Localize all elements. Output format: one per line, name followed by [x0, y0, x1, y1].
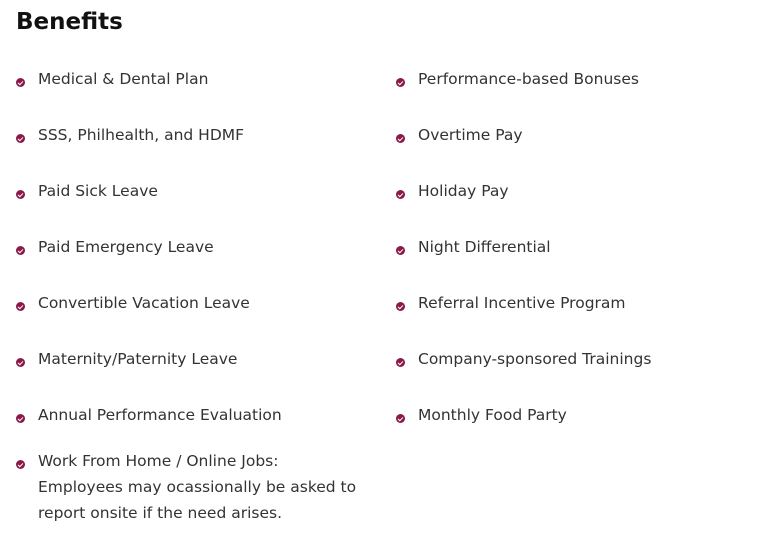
benefit-label: Monthly Food Party — [418, 406, 567, 424]
benefit-label: Paid Emergency Leave — [38, 238, 214, 256]
check-circle-icon — [396, 302, 405, 311]
check-circle-icon — [16, 414, 25, 423]
check-circle-icon — [16, 358, 25, 367]
benefit-label: Convertible Vacation Leave — [38, 294, 250, 312]
benefit-label: Maternity/Paternity Leave — [38, 350, 238, 368]
benefit-item — [16, 454, 386, 526]
benefit-label: Holiday Pay — [418, 182, 509, 200]
check-circle-icon — [396, 246, 405, 255]
benefit-item — [396, 72, 756, 92]
check-circle-icon — [396, 134, 405, 143]
benefits-heading: Benefits — [16, 9, 123, 35]
check-circle-icon — [396, 190, 405, 199]
check-circle-icon — [16, 246, 25, 255]
benefit-label: Performance-based Bonuses — [418, 70, 639, 88]
benefit-label: Annual Performance Evaluation — [38, 406, 282, 424]
benefit-item — [16, 184, 386, 204]
benefit-label: Work From Home / Online Jobs: Employees may ocassionally be asked to report onsite if the need arises. — [38, 452, 357, 522]
check-circle-icon — [16, 460, 25, 469]
check-circle-icon — [396, 414, 405, 423]
benefit-item — [16, 72, 386, 92]
benefit-item — [396, 352, 756, 372]
benefit-item — [396, 184, 756, 204]
benefit-label: Night Differential — [418, 238, 551, 256]
benefit-item — [16, 128, 386, 148]
benefit-item — [16, 240, 386, 260]
benefit-item — [396, 128, 756, 148]
check-circle-icon — [16, 302, 25, 311]
check-circle-icon — [396, 358, 405, 367]
check-circle-icon — [16, 134, 25, 143]
benefit-label: SSS, Philhealth, and HDMF — [38, 126, 245, 144]
benefit-label: Company-sponsored Trainings — [418, 350, 652, 368]
benefit-item — [16, 296, 386, 316]
benefit-item — [16, 352, 386, 372]
benefit-label: Paid Sick Leave — [38, 182, 158, 200]
check-circle-icon — [16, 78, 25, 87]
benefit-item — [396, 408, 756, 428]
benefit-label: Medical & Dental Plan — [38, 70, 209, 88]
benefit-item — [396, 296, 756, 316]
check-circle-icon — [16, 190, 25, 199]
benefit-label: Referral Incentive Program — [418, 294, 626, 312]
benefit-item — [16, 408, 386, 428]
check-circle-icon — [396, 78, 405, 87]
benefit-item — [396, 240, 756, 260]
benefit-label: Overtime Pay — [418, 126, 523, 144]
